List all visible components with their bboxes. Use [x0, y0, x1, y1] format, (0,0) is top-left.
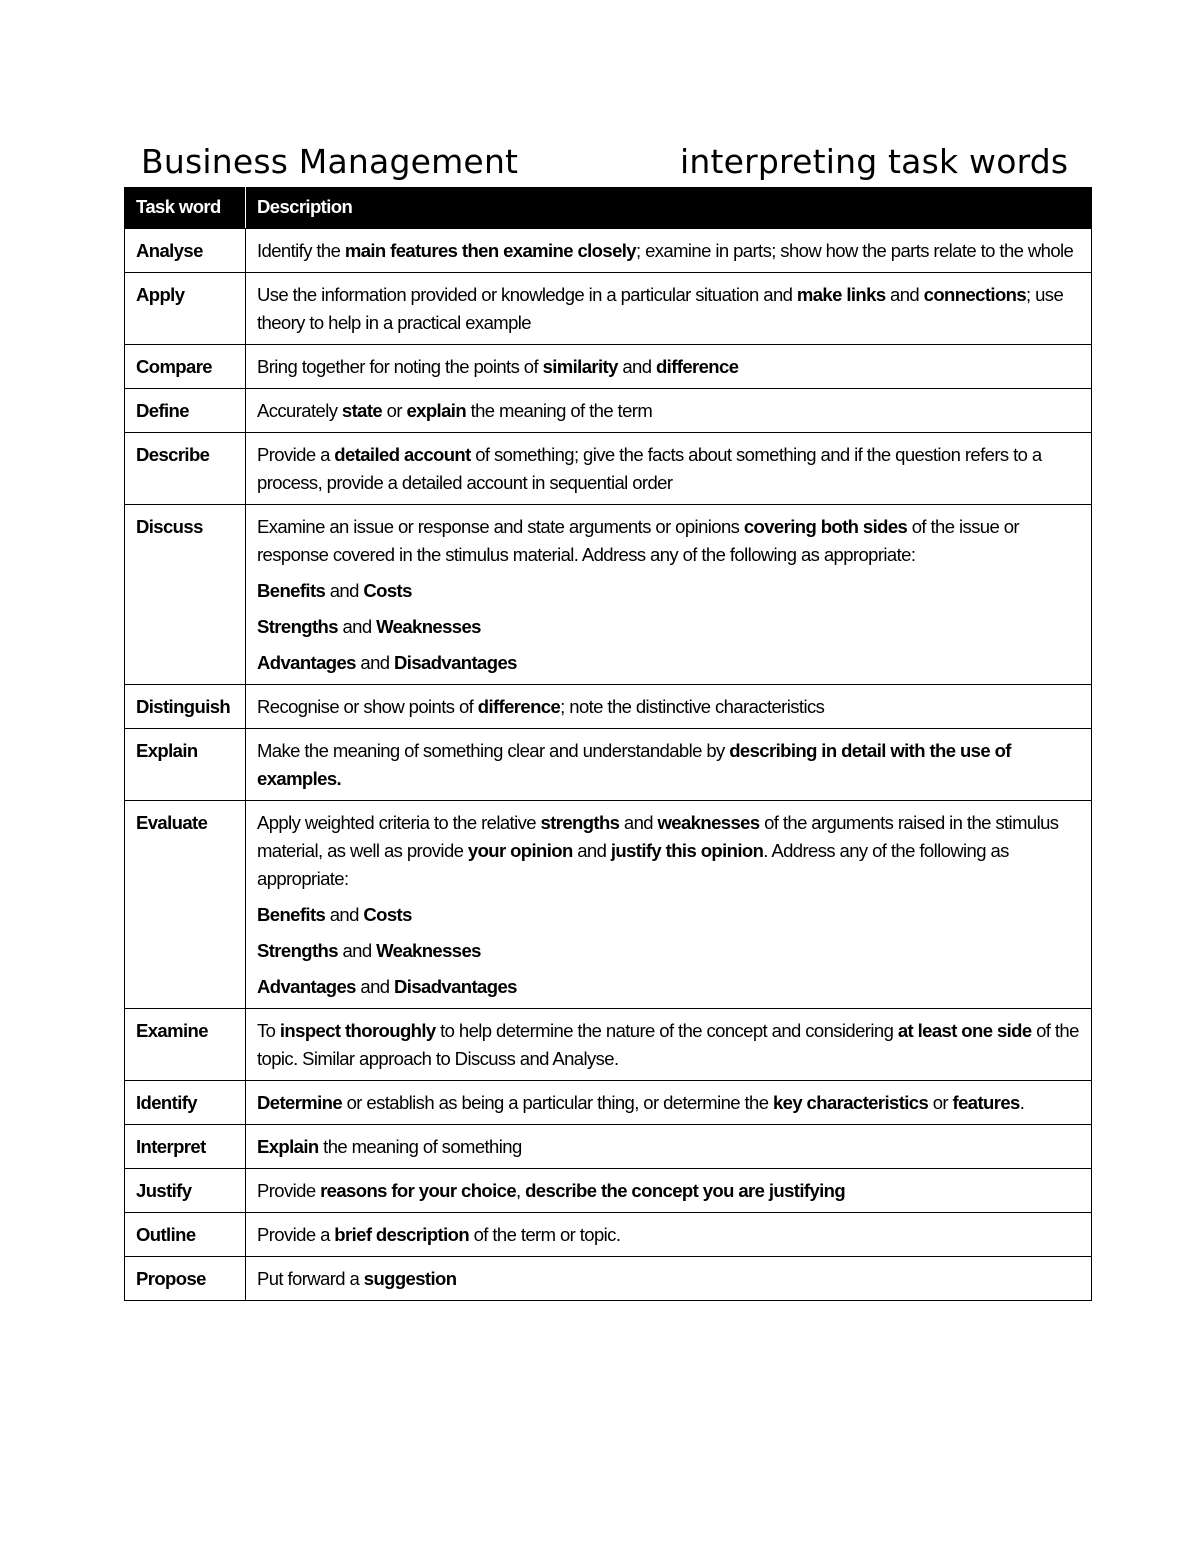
description-cell [246, 1009, 1092, 1081]
description-emphasis: difference [655, 356, 739, 377]
description-segment: and [325, 904, 364, 925]
description-segment: To [257, 1020, 280, 1041]
description-segment: and [355, 652, 395, 673]
table-row [125, 1009, 1092, 1081]
description-cell [246, 685, 1092, 729]
description-segment: and [617, 356, 656, 377]
description-emphasis: Disadvantages [394, 976, 517, 997]
description-segment: and [572, 840, 611, 861]
description-emphasis: Benefits [257, 580, 326, 601]
page-title: Business Management [141, 142, 519, 181]
description-emphasis: strengths [540, 812, 620, 833]
description-list-item [257, 973, 1081, 1001]
description-text [257, 740, 1011, 789]
description-text [257, 444, 1042, 493]
task-word-cell: Outline [125, 1213, 246, 1257]
description-emphasis: weaknesses [657, 812, 760, 833]
task-word-cell: Distinguish [125, 685, 246, 729]
table-row [125, 505, 1092, 685]
description-emphasis: Advantages [257, 976, 356, 997]
table-row [125, 685, 1092, 729]
column-header-description: Description [246, 188, 1092, 229]
task-word-cell: Propose [125, 1257, 246, 1301]
description-segment: , [516, 1180, 526, 1201]
description-emphasis: detailed account [334, 444, 471, 465]
description-segment: and [355, 976, 395, 997]
description-segment: Provide a [257, 444, 335, 465]
description-segment: Provide a [257, 1224, 335, 1245]
description-list-item [257, 649, 1081, 677]
description-emphasis: make links [796, 284, 886, 305]
description-segment: Apply weighted criteria to the relative [257, 812, 541, 833]
description-text [257, 1092, 1024, 1113]
description-segment: of the term or topic. [469, 1224, 621, 1245]
description-emphasis: Weaknesses [376, 940, 481, 961]
description-emphasis: Advantages [257, 652, 356, 673]
description-emphasis: describing in detail with the use of examples. [257, 740, 1011, 789]
description-segment: the meaning of the term [466, 400, 653, 421]
description-segment: and [337, 940, 377, 961]
table-row [125, 273, 1092, 345]
description-segment: ; examine in parts; show how the parts relate to the whole [636, 240, 1074, 261]
description-list-item [257, 901, 1081, 929]
description-emphasis: explain [406, 400, 467, 421]
page-header [141, 140, 1101, 184]
description-cell [246, 1257, 1092, 1301]
description-emphasis: Benefits [257, 904, 326, 925]
description-segment: or [928, 1092, 953, 1113]
description-emphasis: similarity [542, 356, 618, 377]
table-row [125, 389, 1092, 433]
description-segment: ; note the distinctive characteristics [560, 696, 825, 717]
table-header-row [125, 188, 1092, 229]
table-row [125, 345, 1092, 389]
description-emphasis: difference [477, 696, 561, 717]
description-text [257, 696, 824, 717]
description-cell [246, 273, 1092, 345]
task-word-cell: Evaluate [125, 801, 246, 1009]
description-segment: Accurately [257, 400, 342, 421]
description-list-item [257, 613, 1081, 641]
description-segment: Make the meaning of something clear and understandable by [257, 740, 730, 761]
description-list-item [257, 577, 1081, 605]
description-segment: . Address any of the following as appropriate: [257, 840, 1009, 889]
description-segment: or [382, 400, 407, 421]
description-list-item [257, 937, 1081, 965]
description-emphasis: reasons for your choice [320, 1180, 517, 1201]
description-emphasis: describe the concept you are justifying [525, 1180, 846, 1201]
description-emphasis: covering both sides [743, 516, 908, 537]
task-word-cell: Identify [125, 1081, 246, 1125]
table-row [125, 1125, 1092, 1169]
table-header [125, 188, 1092, 229]
description-segment: . [1019, 1092, 1025, 1113]
description-segment: Identify the [257, 240, 345, 261]
description-emphasis: at least one side [897, 1020, 1032, 1041]
description-cell [246, 1081, 1092, 1125]
description-segment: Recognise or show points of [257, 696, 478, 717]
description-cell [246, 1125, 1092, 1169]
description-segment: Use the information provided or knowledge in a particular situation and [257, 284, 797, 305]
description-segment: and [337, 616, 377, 637]
description-emphasis: main features then examine closely [344, 240, 636, 261]
description-cell [246, 345, 1092, 389]
description-text [257, 400, 652, 421]
table-row [125, 433, 1092, 505]
description-emphasis: Costs [363, 580, 412, 601]
description-emphasis: Strengths [257, 940, 338, 961]
table-row [125, 801, 1092, 1009]
description-cell [246, 729, 1092, 801]
table-row [125, 1169, 1092, 1213]
description-segment: Examine an issue or response and state arguments or opinions [257, 516, 744, 537]
task-word-cell: Apply [125, 273, 246, 345]
description-text [257, 1136, 522, 1157]
description-segment: of the topic. Similar approach to Discuss and Analyse. [257, 1020, 1079, 1069]
description-emphasis: your opinion [467, 840, 573, 861]
description-cell [246, 1169, 1092, 1213]
description-segment: ; use theory to help in a practical example [257, 284, 1064, 333]
description-segment: and [885, 284, 924, 305]
description-cell [246, 1213, 1092, 1257]
description-segment: of the arguments raised in the stimulus material, as well as provide [257, 812, 1059, 861]
description-segment: Put forward a [257, 1268, 364, 1289]
task-word-cell: Explain [125, 729, 246, 801]
description-cell [246, 229, 1092, 273]
table-body [125, 229, 1092, 1301]
table-row [125, 1213, 1092, 1257]
description-segment: of the issue or response covered in the stimulus material. Address any of the following as appropriate: [257, 516, 1019, 565]
description-text [257, 812, 1058, 889]
description-segment: to help determine the nature of the concept and considering [435, 1020, 898, 1041]
description-emphasis: Costs [363, 904, 412, 925]
description-text [257, 1020, 1079, 1069]
description-emphasis: Disadvantages [394, 652, 517, 673]
description-segment: and [619, 812, 658, 833]
page-subtitle: interpreting task words [680, 142, 1069, 181]
description-emphasis: inspect thoroughly [279, 1020, 436, 1041]
description-emphasis: Explain [257, 1136, 319, 1157]
description-emphasis: state [341, 400, 383, 421]
description-cell [246, 433, 1092, 505]
task-word-cell: Justify [125, 1169, 246, 1213]
description-segment: Provide [257, 1180, 321, 1201]
task-word-cell: Define [125, 389, 246, 433]
task-word-cell: Compare [125, 345, 246, 389]
description-emphasis: Weaknesses [376, 616, 481, 637]
table-row [125, 229, 1092, 273]
description-text [257, 1224, 620, 1245]
description-segment: the meaning of something [318, 1136, 522, 1157]
description-text [257, 516, 1019, 565]
description-cell [246, 801, 1092, 1009]
description-emphasis: Determine [257, 1092, 343, 1113]
description-segment: and [325, 580, 364, 601]
task-word-cell: Examine [125, 1009, 246, 1081]
task-words-table [124, 187, 1092, 1301]
description-segment: Bring together for noting the points of [257, 356, 543, 377]
description-text [257, 356, 738, 377]
description-emphasis: justify this opinion [610, 840, 764, 861]
description-emphasis: connections [923, 284, 1027, 305]
task-word-cell: Analyse [125, 229, 246, 273]
description-text [257, 240, 1073, 261]
table-row [125, 729, 1092, 801]
task-word-cell: Interpret [125, 1125, 246, 1169]
description-emphasis: brief description [334, 1224, 470, 1245]
description-emphasis: suggestion [363, 1268, 457, 1289]
description-emphasis: features [952, 1092, 1020, 1113]
description-segment: of something; give the facts about something and if the question refers to a process, provide a detailed account in sequential order [257, 444, 1042, 493]
description-cell [246, 505, 1092, 685]
description-segment: or establish as being a particular thing, or determine the [342, 1092, 773, 1113]
description-cell [246, 389, 1092, 433]
description-text [257, 1268, 456, 1289]
description-text [257, 284, 1063, 333]
task-word-cell: Discuss [125, 505, 246, 685]
description-emphasis: Strengths [257, 616, 338, 637]
table-row [125, 1257, 1092, 1301]
table-row [125, 1081, 1092, 1125]
description-text [257, 1180, 845, 1201]
task-word-cell: Describe [125, 433, 246, 505]
description-emphasis: key characteristics [772, 1092, 929, 1113]
column-header-task-word: Task word [125, 188, 246, 229]
